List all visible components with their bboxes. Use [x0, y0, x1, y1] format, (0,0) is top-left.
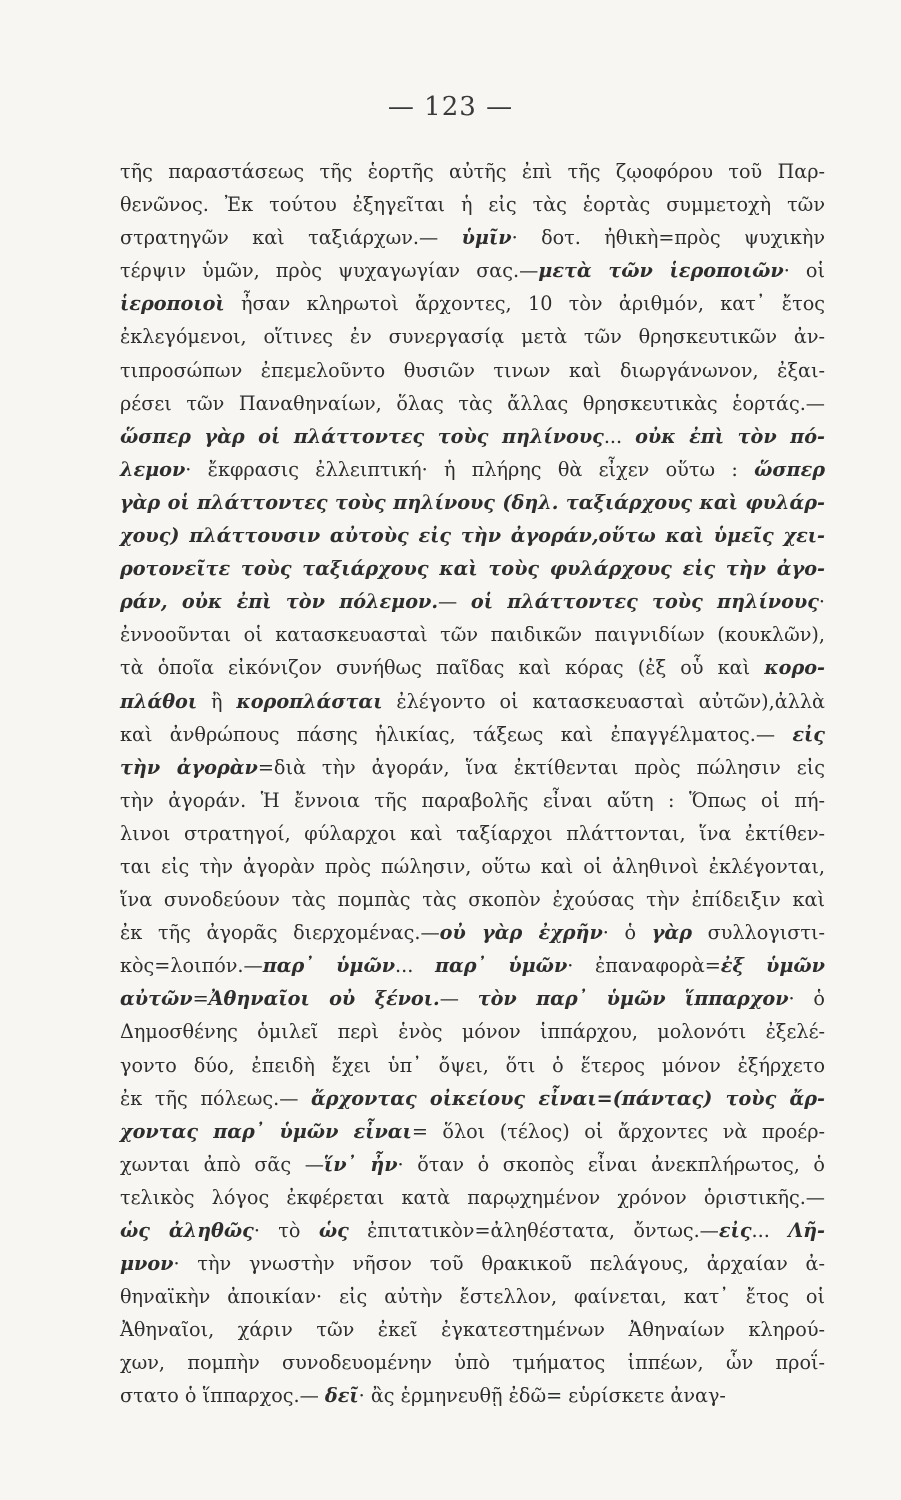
text-segment: στατο ὁ ἵππαρχος.— [120, 1384, 325, 1408]
bold-term: ἄρχοντας οἰκείους εἶναι=(πάντας) τοὺς ἄρ- [311, 1086, 826, 1110]
text-line [120, 1015, 825, 1048]
text-line [120, 155, 825, 188]
text-line [120, 651, 825, 684]
text-line [120, 685, 825, 718]
bold-term: ἱεροποιοὶ [120, 292, 225, 316]
text-segment: τιπροσώπων ἐπεμελοῦντο θυσιῶν τινων καὶ διωργάνωνον, ἐξαι- [120, 358, 825, 382]
bold-term: μετὰ τῶν ἱεροποιῶν [538, 259, 784, 283]
bold-term: γὰρ οἱ πλάττοντες τοὺς πηλίνους (δηλ. ταξιάρχους καὶ φυλάρ- [120, 490, 825, 514]
text-line [120, 1346, 825, 1379]
text-line [120, 1280, 825, 1313]
text-line [120, 1148, 825, 1181]
text-segment: ἐκ τῆς ἀγορᾶς διερχομένας.— [120, 921, 440, 945]
text-line [120, 1313, 825, 1346]
text-segment: ἐννοοῦνται οἱ κατασκευασταὶ τῶν παιδικῶν παιγνιδίων (κουκλῶν), [120, 623, 825, 647]
bold-term: χους) πλάττουσιν αὐτοὺς εἰς τὴν ἀγοράν,οὕτω καὶ ὑμεῖς χει- [120, 524, 825, 548]
bold-term: ὥσπερ γὰρ οἱ πλάττοντες τοὺς πηλίνους [120, 424, 604, 448]
bold-term: κορο- [764, 656, 825, 680]
text-segment: θενῶνος. Ἐκ τούτου ἐξηγεῖται ἡ εἰς τὰς ἑορτὰς συμμετοχὴ τῶν [120, 193, 825, 217]
bold-term: ὡς ἀληθῶς [120, 1219, 254, 1242]
text-segment: ἐλέγοντο οἱ κατασκευασταὶ αὐτῶν),ἀλλὰ [382, 689, 825, 713]
bold-term: εἰς [792, 722, 825, 746]
text-line [120, 420, 825, 453]
bold-term: ἐξ ὑμῶν [720, 954, 825, 978]
text-line [120, 585, 825, 618]
text-line [120, 354, 825, 387]
text-line [120, 850, 825, 883]
text-line [120, 817, 825, 850]
text-line [120, 618, 825, 651]
text-segment: τὴν ἀγοράν. Ἡ ἔννοια τῆς παραβολῆς εἶναι αὕτη : Ὅπως οἱ πή- [120, 788, 825, 812]
text-segment: καὶ ἀνθρώπους πάσης ἡλικίας, τάξεως καὶ ἐπαγγέλματος.— [120, 722, 793, 746]
text-line [120, 1082, 825, 1115]
bold-term: γὰρ [651, 921, 692, 945]
bold-term: ὡς [318, 1219, 349, 1242]
text-segment: θηναϊκὴν ἀποικίαν· εἰς αὐτὴν ἔστελλον, φαίνεται, κατ᾽ ἔτος οἱ [120, 1285, 825, 1309]
text-segment: · ὁ [602, 921, 652, 945]
bold-term: οὐ γὰρ ἐχρῆν [439, 921, 603, 945]
text-line [120, 949, 825, 982]
text-segment: =διὰ τὴν ἀγοράν, ἵνα ἐκτίθενται πρὸς πώλησιν εἰς [257, 755, 825, 779]
text-segment: · δοτ. ἠθικὴ=πρὸς ψυχικὴν [511, 226, 825, 250]
text-line [120, 254, 825, 287]
text-segment: ρέσει τῶν Παναθηναίων, ὅλας τὰς ἄλλας θρησκευτικὰς ἑορτάς.— [120, 391, 825, 415]
bold-term: εἰς [718, 1219, 752, 1242]
text-segment: ται εἰς τὴν ἀγορὰν πρὸς πώλησιν, οὕτω καὶ οἱ ἀληθινοὶ ἐκλέγονται, [120, 854, 825, 878]
bold-term: ὑμῖν [461, 226, 512, 250]
text-segment: · ἐπαναφορὰ= [567, 954, 721, 978]
bold-term: τὸν παρ᾽ ὑμῶν ἵππαρχον [477, 987, 789, 1011]
text-segment: τέρψιν ὑμῶν, πρὸς ψυχαγωγίαν σας.— [120, 259, 539, 283]
bold-term: αὐτῶν [120, 987, 193, 1011]
text-segment: ἵνα συνοδεύουν τὰς πομπὰς τὰς σκοπὸν ἐχούσας τὴν ἐπίδειξιν καὶ [120, 888, 825, 912]
text-line [120, 221, 825, 254]
text-line [120, 916, 825, 949]
text-line [120, 552, 825, 585]
text-line [120, 751, 825, 784]
text-segment: Ἀθηναῖοι, χάριν τῶν ἐκεῖ ἐγκατεστημένων Ἀθηναίων κληρού- [120, 1318, 825, 1342]
bold-term: παρ᾽ ὑμῶν [434, 954, 568, 978]
bold-term: μνον [120, 1252, 174, 1276]
text-segment: λινοι στρατηγοί, φύλαρχοι καὶ ταξίαρχοι πλάττονται, ἵνα ἐκτίθεν- [120, 821, 825, 845]
bold-term: Ἀθηναῖοι οὐ ξένοι. [208, 987, 440, 1011]
text-segment: ἐκ τῆς πόλεως.— [120, 1086, 312, 1110]
text-segment: · [818, 590, 825, 614]
text-segment: ἐπιτατικὸν=ἀληθέστατα, ὄντως.— [348, 1219, 719, 1242]
text-segment: τελικὸς λόγος ἐκφέρεται κατὰ παρῳχημένον χρόνον ὁριστικῆς.— [120, 1185, 825, 1209]
text-segment: ... [751, 1219, 789, 1242]
text-line [120, 453, 825, 486]
bold-term: ροτονεῖτε τοὺς ταξιάρχους καὶ τοὺς φυλάρχους εἰς τὴν ἀγο- [120, 557, 825, 581]
text-line [120, 784, 825, 817]
text-line [120, 1049, 825, 1082]
text-segment: ἐκλεγόμενοι, οἵτινες ἐν συνεργασίᾳ μετὰ τῶν θρησκευτικῶν ἀν- [120, 325, 825, 349]
bold-term: χοντας παρ᾽ ὑμῶν εἶναι [120, 1119, 412, 1143]
text-segment: στρατηγῶν καὶ ταξιάρχων.— [120, 226, 462, 250]
body-text [120, 155, 825, 1413]
text-line [120, 519, 825, 552]
text-segment: κὸς=λοιπόν.— [120, 954, 263, 978]
bold-term: πλάθοι [120, 689, 198, 713]
text-line [120, 883, 825, 916]
bold-term: ὥσπερ [754, 457, 825, 481]
bold-term: δεῖ [324, 1384, 359, 1408]
text-line [120, 1181, 825, 1214]
text-segment: τῆς παραστάσεως τῆς ἑορτῆς αὐτῆς ἐπὶ τῆς ζῳοφόρου τοῦ Παρ- [120, 160, 825, 183]
text-segment: · οἱ [783, 259, 826, 283]
bold-term: ράν, οὐκ ἐπὶ τὸν πόλεμον. [120, 590, 439, 614]
text-segment: = [192, 987, 209, 1011]
text-segment: — [439, 987, 478, 1011]
page-number: — 123 — [387, 92, 514, 122]
text-segment: · ἔκφρασις ἐλλειπτική· ἡ πλήρης θὰ εἶχεν οὕτω : [185, 457, 755, 481]
bold-term: κοροπλάσται [236, 689, 383, 713]
text-segment: ἢ [197, 689, 237, 713]
bold-term: οἱ πλάττοντες τοὺς πηλίνους [470, 590, 819, 614]
text-line [120, 982, 825, 1015]
bold-term: οὐκ ἐπὶ τὸν πό- [635, 424, 825, 448]
text-segment: Δημοσθένης ὁμιλεῖ περὶ ἑνὸς μόνον ἱππάρχου, μολονότι ἐξελέ- [120, 1020, 825, 1044]
bold-term: παρ᾽ ὑμῶν [262, 954, 396, 978]
text-segment: χωνται ἀπὸ σᾶς — [120, 1152, 324, 1176]
text-line [120, 718, 825, 751]
text-line [120, 188, 825, 221]
text-line [120, 486, 825, 519]
text-segment: χων, πομπὴν συνοδευομένην ὑπὸ τμήματος ἱππέων, ὧν προΐ- [120, 1351, 825, 1375]
text-segment: ... [395, 954, 435, 978]
text-line [120, 1115, 825, 1148]
text-segment: = ὅλοι (τέλος) οἱ ἄρχοντες νὰ προέρ- [411, 1119, 826, 1143]
text-segment: · ἂς ἑρμηνευθῇ ἐδῶ= εὑρίσκετε ἀναγ- [358, 1384, 726, 1408]
bold-term: ἵν᾽ ἦν [323, 1152, 398, 1176]
text-segment: · τὸ [253, 1219, 319, 1242]
text-segment: · τὴν γνωστὴν νῆσον τοῦ θρακικοῦ πελάγους, ἀρχαίαν ἀ- [173, 1252, 825, 1276]
text-line [120, 287, 825, 320]
bold-term: λεμον [120, 457, 186, 481]
text-line [120, 387, 825, 420]
bold-term: Λῆ- [788, 1219, 825, 1242]
text-segment: · ὅταν ὁ σκοπὸς εἶναι ἀνεκπλήρωτος, ὁ [397, 1152, 825, 1176]
text-segment: τὰ ὁποῖα εἰκόνιζον συνήθως παῖδας καὶ κόρας (ἐξ οὗ καὶ [120, 656, 765, 680]
text-segment: · ὁ [788, 987, 825, 1011]
text-segment: γοντο δύο, ἐπειδὴ ἔχει ὑπ᾽ ὄψει, ὅτι ὁ ἕτερος μόνον ἐξήρχετο [120, 1053, 825, 1077]
text-line [120, 1379, 825, 1412]
text-segment: — [438, 590, 471, 614]
text-segment: συλλογιστι- [691, 921, 825, 945]
text-line [120, 320, 825, 353]
text-segment: ... [603, 424, 636, 448]
text-line [120, 1214, 825, 1247]
text-segment: ἦσαν κληρωτοὶ ἄρχοντες, 10 τὸν ἀριθμόν, κατ᾽ ἔτος [224, 292, 825, 316]
bold-term: τὴν ἀγορὰν [120, 755, 258, 779]
text-line [120, 1247, 825, 1280]
